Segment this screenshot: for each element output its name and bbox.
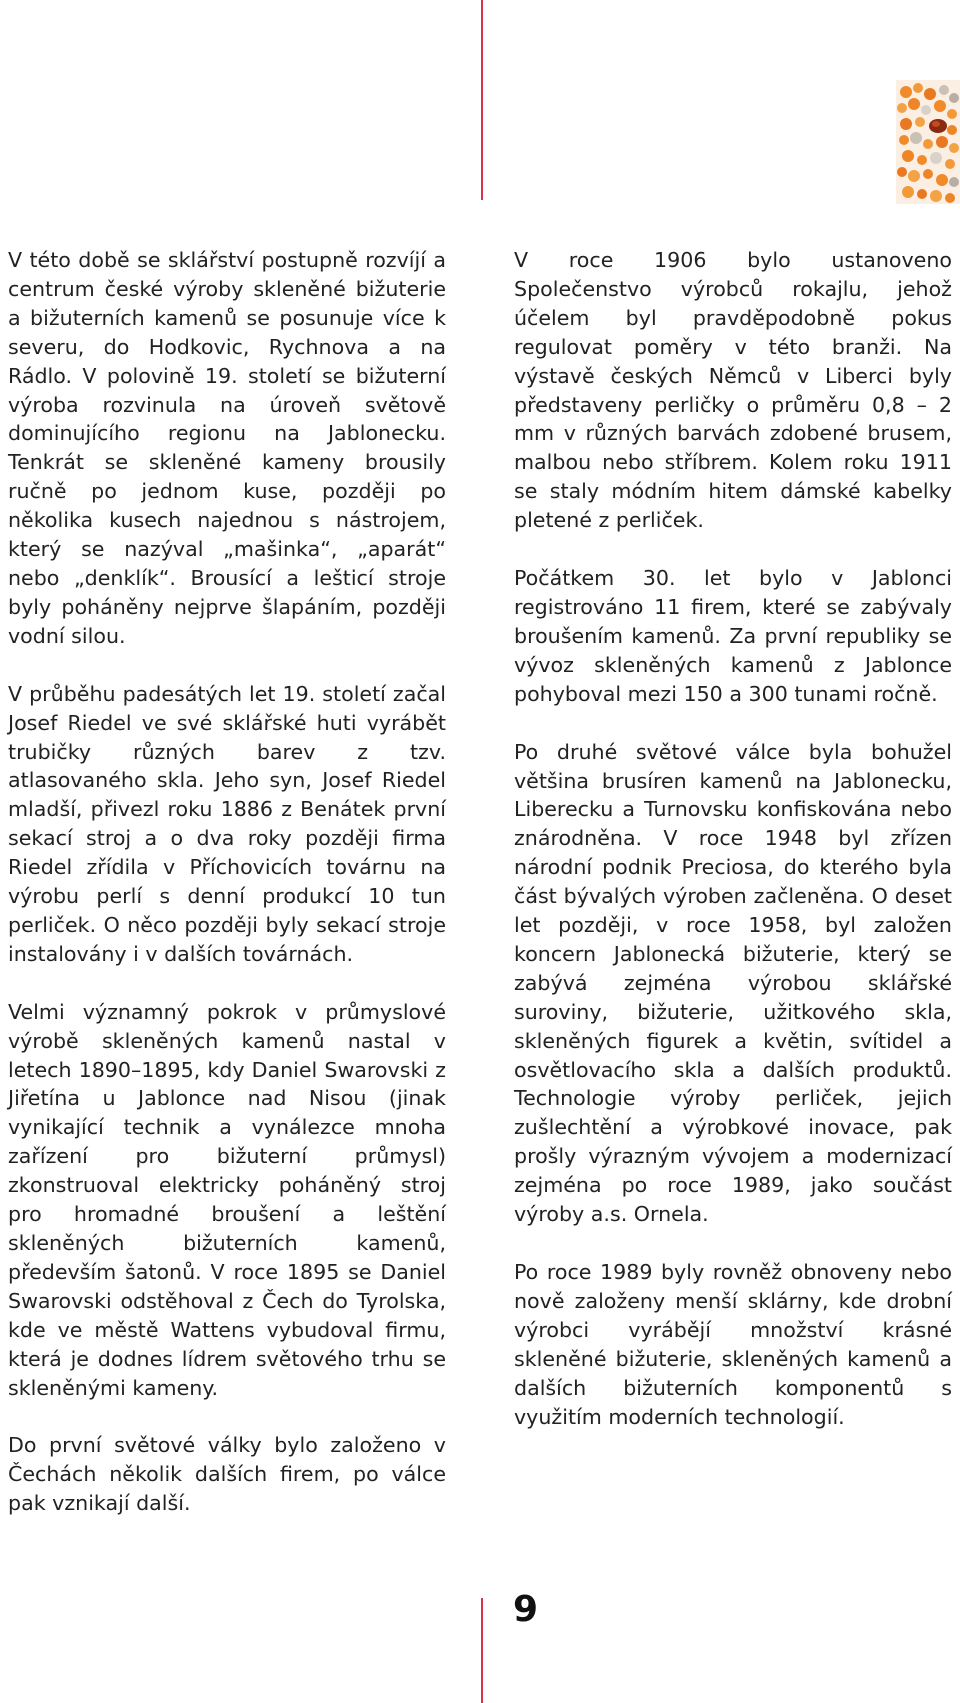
glass-beads-image <box>896 80 960 204</box>
paragraph: Po roce 1989 byly rovněž obnoveny nebo nově založeny menší sklárny, kde drobní výrobci vyrábějí množství krásné skleněné bižuterie, skleněných kamenů a dalších bižuterních komponentů s využitím moderních technologií. <box>514 1260 952 1429</box>
vertical-rule-bottom <box>481 1598 483 1703</box>
paragraph: Po druhé světové válce byla bohužel většina brusíren kamenů na Jablonecku, Liberecku a Turnovsku konfiskována nebo znárodněna. V roce 1948 byl zřízen národní podnik Preciosa, do kterého byla část bývalých výroben začleněna. O deset let později, v roce 1958, byl založen koncern Jablonecká bižuterie, který se zabývá zejména výrobou sklářské suroviny, bižuterie, užitkového skla, skleněných figurek a květin, svítidel a osvětlovacího skla a dalších produktů. Technologie výroby perliček, jejich zušlechtění a výrobkové inovace, pak prošly výrazným vývojem a modernizací zejména po roce 1989, jako součást výroby a.s. Ornela. <box>514 739 952 1227</box>
beads-illustration <box>896 80 960 204</box>
right-text-column <box>514 246 952 1460</box>
paragraph: Počátkem 30. let bylo v Jablonci registrováno 11 firem, které se zabývaly broušením kamenů. Za první republiky se vývoz skleněných kamenů z Jablonce pohyboval mezi 150 a 300 tunami ročně. <box>514 566 952 706</box>
paragraph: V roce 1906 bylo ustanoveno Společenstvo výrobců rokajlu, jehož účelem byl pravděpodobně pokus regulovat poměry v této branži. Na výstavě českých Němců v Liberci byly představeny perličky o průměru 0,8 – 2 mm v různých barvách zdobené brusem, malbou nebo stříbrem. Kolem roku 1911 se staly módním hitem dámské kabelky pletené z perliček. <box>514 248 952 533</box>
paragraph: V této době se sklářství postupně rozvíjí a centrum české výroby skleněné bižuterie a bižuterních kamenů se posunuje více k severu, do Hodkovic, Rychnova a na Rádlo. V polovině 19. století se bižuterní výroba rozvinula na úroveň světově dominujícího regionu na Jablonecku. Tenkrát se skleněné kameny brousily ručně po jednom kuse, později po několika kusech najednou s nástrojem, který se nazýval „mašinka“, „aparát“ nebo „denklík“. Brousící a lešticí stroje byly poháněny nejprve šlapáním, později vodní silou. <box>8 248 446 648</box>
vertical-rule-top <box>481 0 483 200</box>
paragraph: Do první světové války bylo založeno v Čechách několik dalších firem, po válce pak vznikají další. <box>8 1433 446 1516</box>
paragraph: V průběhu padesátých let 19. století začal Josef Riedel ve své sklářské huti vyrábět trubičky různých barev z tzv. atlasovaného skla. Jeho syn, Josef Riedel mladší, přivezl roku 1886 z Benátek první sekací stroj a o dva roky později firma Riedel zřídila v Příchovicích továrnu na výrobu perlí s denní produkcí 10 tun perliček. O něco později byly sekací stroje instalovány i v dalších továrnách. <box>8 681 446 966</box>
left-text-column <box>8 246 446 1547</box>
page-number: 9 <box>513 1589 539 1630</box>
paragraph: Velmi významný pokrok v průmyslové výrobě skleněných kamenů nastal v letech 1890–1895, kdy Daniel Swarovski z Jiřetína u Jablonce nad Nisou (jinak vynikající technik a vynálezce mnoha zařízení pro bižuterní průmysl) zkonstruoval elektricky poháněný stroj pro hromadné broušení a leštění skleněných bižuterních kamenů, především šatonů. V roce 1895 se Daniel Swarovski odstěhoval z Čech do Tyrolska, kde ve městě Wattens vybudoval firmu, která je dodnes lídrem světového trhu se skleněnými kameny. <box>8 999 446 1400</box>
